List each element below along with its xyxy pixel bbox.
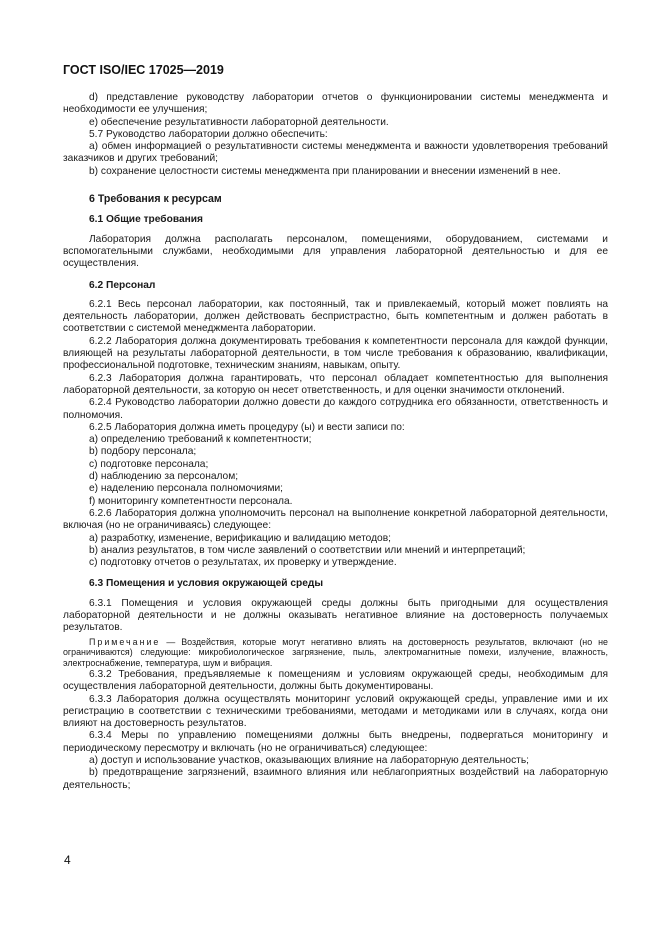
note-text: — Воздействия, которые могут негативно влиять на достоверность результатов, включают (но не ограничиваются) следующие: микробиологическое загрязнение, пыль, электромагнитные помехи, излучение, влажность, электроснабжение, температура, шум и вибрация. (63, 636, 608, 669)
list-item: b) анализ результатов, в том числе заявлений о соответствии или мнений и интерпретаций; (89, 544, 526, 556)
list-item: c) подготовку отчетов о результатах, их проверку и утверждение. (89, 557, 397, 569)
clause-6-2-5: 6.2.5 Лаборатория должна иметь процедуру (ы) и вести записи по: (89, 421, 405, 433)
clause-6-2-4: 6.2.4 Руководство лаборатории должно довести до каждого сотрудника его обязанности, ответственность и полномочия. (63, 397, 608, 421)
list-item: a) разработку, изменение, верификацию и валидацию методов; (89, 532, 391, 544)
document-body (63, 92, 608, 792)
paragraph: d) представление руководству лаборатории отчетов о функционировании системы менеджмента и необходимости ее улучшения; (63, 92, 608, 116)
list-item: a) определению требований к компетентности; (89, 434, 312, 446)
list-item: a) обмен информацией о результативности системы менеджмента и важности удовлетворения требований заказчиков и других требований; (63, 141, 608, 165)
clause-6-3-4: 6.3.4 Меры по управлению помещениями должны быть внедрены, подвергаться мониторингу и периодическому пересмотру и включать (но не ограничиваться) следующее: (63, 730, 608, 754)
list-item: b) подбору персонала; (89, 446, 197, 458)
list-item: b) сохранение целостности системы менеджмента при планировании и внесении изменений в нее. (89, 165, 561, 177)
clause-6-3-3: 6.3.3 Лаборатория должна осуществлять мониторинг условий окружающей среды, управление ими и их регистрацию в соответствии с техническими требованиями, методами и методиками или в случаях, когда они влияют на достоверность результатов. (63, 693, 608, 730)
list-item: b) предотвращение загрязнений, взаимного влияния или неблагоприятных воздействий на лабораторную деятельность; (63, 767, 608, 791)
subsection-heading: 6.3 Помещения и условия окружающей среды (89, 578, 324, 590)
section-heading: 6 Требования к ресурсам (89, 193, 222, 206)
document-header: ГОСТ ISO/IEC 17025—2019 (63, 63, 224, 77)
subsection-heading: 6.1 Общие требования (89, 214, 203, 226)
note-label: Примечание (89, 636, 161, 647)
list-item: d) наблюдению за персоналом; (89, 471, 239, 483)
clause-6-2-1: 6.2.1 Весь персонал лаборатории, как постоянный, так и привлекаемый, который может повлиять на деятельность лаборатории, должен действовать беспристрастно, быть компетентным и должен работать в соответствии с системой менеджмента лаборатории. (63, 298, 608, 335)
clause-6-2-3: 6.2.3 Лаборатория должна гарантировать, что персонал обладает компетентностью для выполнения лабораторной деятельности, за которую он несет ответственность, и для оценки значимости отклонений. (63, 372, 608, 396)
clause-6-3-2: 6.3.2 Требования, предъявляемые к помещениям и условиям окружающей среды, необходимым для осуществления лабораторной деятельности, должны быть документированы. (63, 668, 608, 693)
note (63, 637, 608, 669)
list-item: e) обеспечение результативности лабораторной деятельности. (89, 116, 389, 128)
page-number: 4 (64, 853, 71, 867)
list-item: a) доступ и использование участков, оказывающих влияние на лабораторную деятельность; (89, 755, 529, 767)
paragraph: Лаборатория должна располагать персоналом, помещениями, оборудованием, системами и вспомогательными службами, необходимыми для управления лабораторной деятельностью и для ее осуществления. (63, 233, 608, 270)
subsection-heading: 6.2 Персонал (89, 279, 156, 291)
list-item: e) наделению персонала полномочиями; (89, 483, 283, 495)
clause-6-2-6: 6.2.6 Лаборатория должна уполномочить персонал на выполнение конкретной лабораторной деятельности, включая (но не ограничиваясь) следующее: (63, 507, 608, 532)
clause-6-3-1: 6.3.1 Помещения и условия окружающей среды должны быть пригодными для осуществления лабораторной деятельности и не должны оказывать негативное влияние на достоверность получаемых результатов. (63, 597, 608, 634)
clause-6-2-2: 6.2.2 Лаборатория должна документировать требования к компетентности персонала для каждой функции, влияющей на результаты лабораторной деятельности, в том числе требования к образованию, квалификации, профессиональной подготовке, техническим знаниям, навыкам, опыту. (63, 335, 608, 372)
list-item: c) подготовке персонала; (89, 458, 209, 470)
paragraph: 5.7 Руководство лаборатории должно обеспечить: (89, 128, 328, 140)
list-item: f) мониторингу компетентности персонала. (89, 495, 293, 507)
